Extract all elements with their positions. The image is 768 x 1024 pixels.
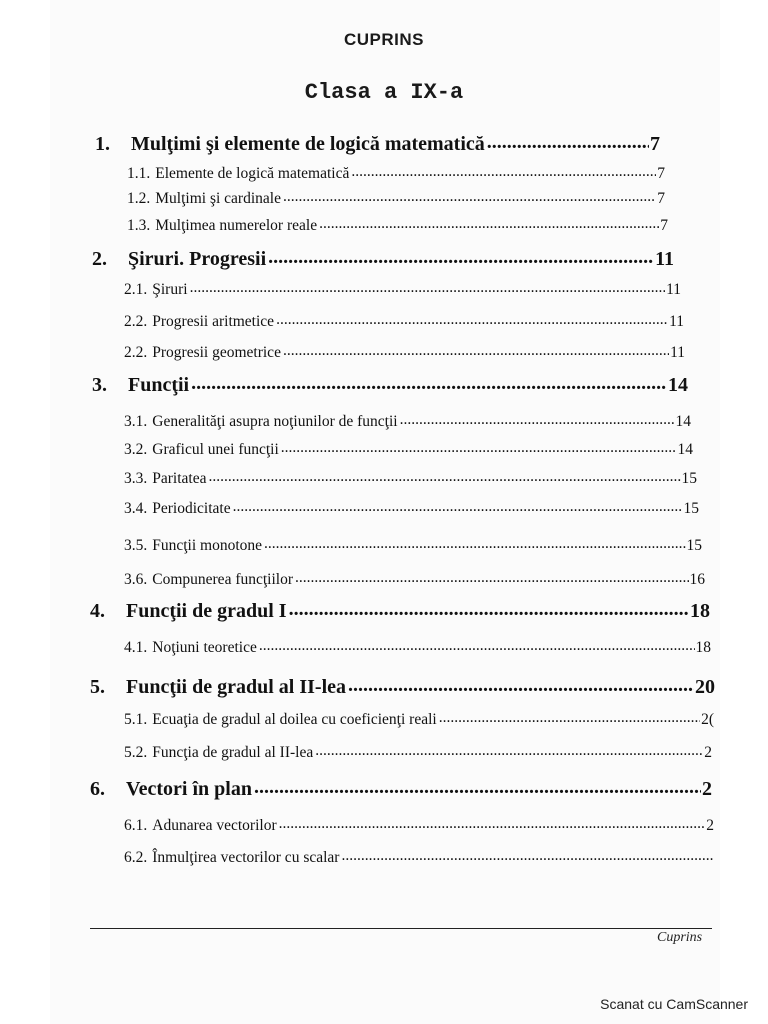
toc-entry-title: Mulţimi şi cardinale — [155, 189, 281, 207]
toc-entry-number: 1.1. — [127, 164, 151, 182]
toc-entry-number: 2.1. — [124, 280, 148, 298]
toc-leader-dots — [295, 568, 689, 584]
toc-entry-title: Funcţii — [128, 374, 190, 396]
toc-leader-dots — [254, 775, 701, 795]
toc-entry-title: Funcţii de gradul al II-lea — [126, 676, 347, 698]
toc-entry-number: 6. — [90, 778, 105, 800]
toc-entry-page: 18 — [690, 600, 710, 622]
toc-entry-number: 3.4. — [124, 499, 148, 517]
toc-entry-page: 16 — [689, 570, 705, 588]
toc-leader-dots — [264, 534, 685, 550]
toc-entry-title: Mulţimi şi elemente de logică matematică — [131, 133, 485, 155]
toc-leader-dots — [283, 341, 669, 357]
toc-leader-dots — [259, 636, 695, 652]
toc-entry-title: Compunerea funcţiilor — [152, 570, 293, 588]
toc-entry-page: 14 — [668, 374, 688, 396]
toc-entry-page: 7 — [657, 189, 665, 207]
toc-chapter — [90, 775, 712, 801]
toc-entry-title: Funcţii de gradul I — [126, 600, 287, 622]
toc-leader-dots — [439, 708, 700, 724]
toc-section — [124, 410, 691, 431]
toc-entry-number: 6.2. — [124, 848, 148, 866]
toc-leader-dots — [208, 467, 680, 483]
toc-chapter — [95, 130, 660, 156]
toc-entry-title: Funcţii monotone — [152, 536, 263, 554]
toc-entry-title: Adunarea vectorilor — [152, 816, 277, 834]
toc-entry-page: 20 — [695, 676, 715, 698]
toc-entry-number: 3. — [92, 374, 107, 396]
toc-entry-number: 1.2. — [127, 189, 151, 207]
toc-entry-title: Generalităţi asupra noţiunilor de funcţii — [152, 412, 398, 430]
toc-leader-dots — [319, 214, 659, 230]
toc-entry-page: 18 — [695, 638, 711, 656]
toc-section — [124, 310, 684, 331]
toc-entry-title: Vectori în plan — [126, 778, 252, 800]
toc-section — [124, 708, 714, 729]
toc-section — [124, 497, 699, 518]
toc-section — [127, 214, 668, 235]
toc-entry-page: 11 — [669, 312, 684, 330]
camscanner-watermark: Scanat cu CamScanner — [600, 996, 748, 1012]
toc-section — [124, 467, 697, 488]
toc-section — [124, 438, 693, 459]
toc-entry-page: 15 — [683, 499, 699, 517]
toc-entry-page: 2 — [704, 743, 712, 761]
toc-leader-dots — [348, 673, 694, 693]
toc-entry-title: Mulţimea numerelor reale — [155, 216, 318, 234]
toc-section — [124, 278, 681, 299]
document-title: CUPRINS — [343, 30, 424, 49]
toc-chapter — [92, 245, 674, 271]
toc-section — [124, 636, 711, 657]
toc-entry-title: Progresii geometrice — [152, 343, 281, 361]
toc-entry-number: 4. — [90, 600, 105, 622]
toc-leader-dots — [276, 310, 668, 326]
toc-entry-page: 11 — [670, 343, 685, 361]
toc-section — [124, 534, 702, 555]
toc-entry-number: 5.2. — [124, 743, 148, 761]
toc-leader-dots — [341, 846, 713, 862]
toc-chapter — [90, 597, 710, 623]
toc-entry-number: 2. — [92, 248, 107, 270]
toc-leader-dots — [315, 741, 703, 757]
footer-rule — [90, 928, 712, 929]
toc-entry-title: Funcţia de gradul al II-lea — [152, 743, 314, 761]
toc-entry-title: Periodicitate — [152, 499, 231, 517]
toc-entry-title: Elemente de logică matematică — [155, 164, 350, 182]
toc-entry-number: 3.5. — [124, 536, 148, 554]
toc-entry-page: 14 — [677, 440, 693, 458]
toc-leader-dots — [400, 410, 675, 426]
toc-entry-page: 11 — [666, 280, 681, 298]
toc-leader-dots — [268, 245, 654, 265]
toc-leader-dots — [281, 438, 677, 454]
toc-entry-number: 2.2. — [124, 343, 148, 361]
toc-entry-page: 2 — [702, 778, 712, 800]
toc-entry-title: Şiruri — [152, 280, 188, 298]
toc-section — [124, 741, 712, 762]
toc-entry-number: 5. — [90, 676, 105, 698]
toc-section — [124, 341, 685, 362]
toc-entry-page: 2 — [706, 816, 714, 834]
toc-entry-title: Înmulţirea vectorilor cu scalar — [152, 848, 340, 866]
toc-entry-page: 15 — [681, 469, 697, 487]
toc-section — [124, 568, 705, 589]
toc-chapter — [92, 371, 688, 397]
toc-leader-dots — [351, 162, 656, 178]
toc-entry-title: Paritatea — [152, 469, 207, 487]
toc-leader-dots — [190, 278, 666, 294]
toc-entry-title: Progresii aritmetice — [152, 312, 275, 330]
toc-leader-dots — [487, 130, 649, 150]
toc-leader-dots — [233, 497, 683, 513]
toc-entry-title: Ecuaţia de gradul al doilea cu coeficienţi reali — [152, 710, 437, 728]
toc-entry-number: 3.2. — [124, 440, 148, 458]
toc-entry-number: 1.3. — [127, 216, 151, 234]
toc-leader-dots — [289, 597, 689, 617]
toc-leader-dots — [279, 814, 706, 830]
toc-entry-title: Noţiuni teoretice — [152, 638, 257, 656]
toc-entry-page: 14 — [675, 412, 691, 430]
document-subtitle: Clasa a IX-a — [304, 80, 464, 105]
toc-entry-number: 6.1. — [124, 816, 148, 834]
toc-leader-dots — [283, 187, 656, 203]
toc-entry-number: 4.1. — [124, 638, 148, 656]
toc-entry-page: 11 — [655, 248, 674, 270]
toc-leader-dots — [191, 371, 667, 391]
toc-section — [127, 162, 665, 183]
toc-entry-number: 3.1. — [124, 412, 148, 430]
toc-chapter — [90, 673, 715, 699]
toc-entry-number: 5.1. — [124, 710, 148, 728]
toc-entry-page: 7 — [657, 164, 665, 182]
toc-section — [127, 187, 665, 208]
toc-entry-title: Graficul unei funcţii — [152, 440, 279, 458]
toc-entry-number: 3.6. — [124, 570, 148, 588]
footer-running-title: Cuprins — [657, 930, 703, 945]
toc-section — [124, 846, 714, 867]
toc-entry-number: 1. — [95, 133, 110, 155]
toc-entry-page: 7 — [650, 133, 660, 155]
toc-entry-title: Şiruri. Progresii — [128, 248, 267, 270]
toc-entry-page: 15 — [686, 536, 702, 554]
toc-section — [124, 814, 714, 835]
toc-entry-number: 3.3. — [124, 469, 148, 487]
toc-entry-page: 7 — [660, 216, 668, 234]
toc-entry-page: 2( — [701, 710, 714, 728]
toc-entry-number: 2.2. — [124, 312, 148, 330]
